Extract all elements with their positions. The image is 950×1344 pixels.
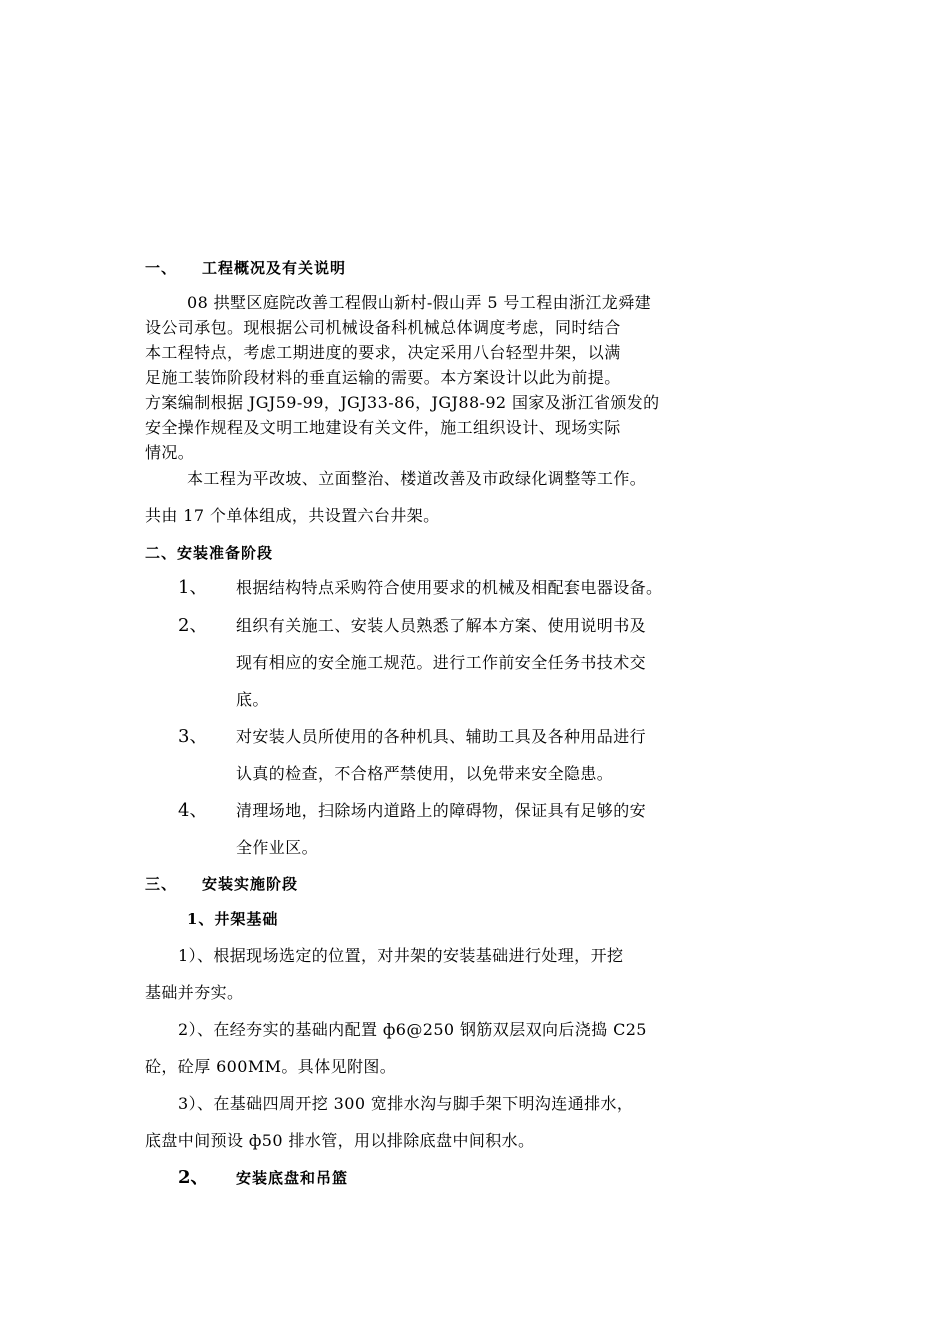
section2-item4-line1: 清理场地，扫除场内道路上的障碍物，保证具有足够的安 — [236, 801, 647, 820]
section3-step3-line2: 底盘中间预设 ф50 排水管，用以排除底盘中间积水。 — [145, 1131, 535, 1150]
section3-step1-line2: 基础并夯实。 — [145, 983, 244, 1002]
section2-item2-number: 2、 — [178, 615, 208, 636]
section1-p1-line1: 08 拱墅区庭院改善工程假山新村-假山弄 5 号工程由浙江龙舜建 — [187, 293, 652, 312]
section1-p1-line7: 情况。 — [145, 443, 195, 462]
section3-step2-line2: 砼，砼厚 600MM。具体见附图。 — [145, 1057, 397, 1076]
section1-heading: 工程概况及有关说明 — [202, 259, 347, 277]
section3-sub2-number: 2、 — [178, 1167, 209, 1188]
section1-p1-line2: 设公司承包。现根据公司机械设备科机械总体调度考虑，同时结合 — [145, 318, 621, 337]
section2-item2-line1: 组织有关施工、安装人员熟悉了解本方案、使用说明书及 — [236, 616, 647, 635]
section2-item4-line2: 全作业区。 — [236, 838, 319, 857]
section2-item3-line2: 认真的检查，不合格严禁使用，以免带来安全隐患。 — [236, 764, 614, 783]
section2-item2-line2: 现有相应的安全施工规范。进行工作前安全任务书技术交 — [236, 653, 647, 672]
section1-p2-line1: 本工程为平改坡、立面整治、楼道改善及市政绿化调整等工作。 — [187, 469, 647, 488]
section2-item1-line1: 根据结构特点采购符合使用要求的机械及相配套电器设备。 — [236, 578, 663, 597]
section1-p1-line5: 方案编制根据 JGJ59-99，JGJ33-86，JGJ88-92 国家及浙江省颁发的 — [145, 393, 660, 412]
section1-p1-line4: 足施工装饰阶段材料的垂直运输的需要。本方案设计以此为前提。 — [145, 368, 621, 387]
section1-p1-line3: 本工程特点，考虑工期进度的要求，决定采用八台轻型井架，以满 — [145, 343, 621, 362]
section2-item3-number: 3、 — [178, 726, 208, 747]
section2-item3-line1: 对安装人员所使用的各种机具、辅助工具及各种用品进行 — [236, 727, 647, 746]
section3-sub1-heading: 1、井架基础 — [187, 910, 279, 928]
section3-step3-line1: 3）、在基础四周开挖 300 宽排水沟与脚手架下明沟连通排水， — [178, 1094, 634, 1113]
section2-item1-number: 1、 — [178, 577, 208, 598]
section3-sub2-heading: 安装底盘和吊篮 — [236, 1169, 349, 1187]
section1-p2-line2: 共由 17 个单体组成，共设置六台井架。 — [145, 506, 440, 525]
section2-item4-number: 4、 — [178, 800, 208, 821]
section3-heading: 安装实施阶段 — [202, 875, 299, 893]
section3-heading-number: 三、 — [145, 875, 178, 893]
section3-step1-line1: 1）、根据现场选定的位置，对井架的安装基础进行处理，开挖 — [178, 946, 624, 965]
section1-p1-line6: 安全操作规程及文明工地建设有关文件，施工组织设计、现场实际 — [145, 418, 621, 437]
section3-step2-line1: 2）、在经夯实的基础内配置 ф6@250 钢筋双层双向后浇捣 C25 — [178, 1020, 647, 1039]
section2-item2-line3: 底。 — [236, 690, 269, 709]
section2-heading: 二、安装准备阶段 — [145, 544, 274, 562]
section1-heading-number: 一、 — [145, 259, 178, 277]
